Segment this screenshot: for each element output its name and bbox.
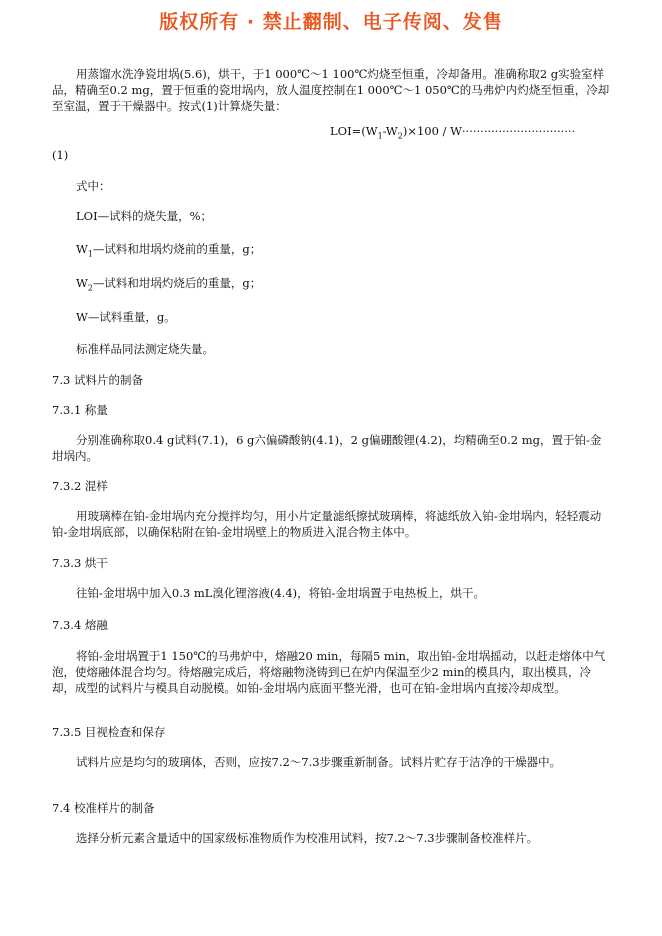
heading-7-3-3: 7.3.3 烘干: [52, 556, 108, 570]
heading-7-3: 7.3 试料片的制备: [52, 373, 143, 387]
loi-formula: $LOI=(W_1-W_2)\times 100 / W\cdot\cdot\cdot\cdot\cdot\cdot\cdot\cdot\cdot\cdot\cdot\cdot\cdot\cdot\cdot\cdot\cdot\cdot\cdot\cdot\cdot\cdot\cdot\cdot\cdot\cdot\cdot\cdot\cdot\cdot\cdot$: [330, 124, 576, 141]
paragraph-7-3-4: 将铂-金坩埚置于1 150℃的马弗炉中，熔融20 min，每隔5 min，取出铂-金坩埚摇动，以赶走熔体中气泡，使熔融体混合均匀。待熔融完成后，将熔融物浇铸到已在炉内保温至少2 min的模具内，取出模具，冷却，成型的试料片与模具自动脱模。如铂-金坩埚内底面平整光滑，也可在铂-金坩埚内直接冷却成型。: [52, 649, 606, 695]
heading-7-3-1: 7.3.1 称量: [52, 403, 108, 417]
paragraph-7-3-1: 分别准确称取0.4 g试料(7.1)，6 g六偏磷酸钠(4.1)，2 g偏硼酸锂(4.2)，均精确至0.2 mg，置于铂-金坩埚内。: [52, 433, 602, 463]
def-w2: $W_2—$试料和坩埚灼烧后的重量，g；: [76, 276, 262, 293]
formula-number: (1): [52, 148, 69, 162]
heading-7-3-4: 7.3.4 熔融: [52, 618, 108, 632]
def-loi: LOI—试料的烧失量，%；: [76, 209, 213, 223]
intro-paragraph: 用蒸馏水洗净瓷坩埚(5.6)，烘干，于1 000℃～1 100℃灼烧至恒重，冷却备用。准确称取2 g实验室样品，精确至0.2 mg，置于恒重的瓷坩埚内，放人温度控制在1 000℃～1 050℃的马弗炉内灼烧至恒重，冷却至室温，置于干燥器中。按式(1)计算烧失量：: [52, 67, 610, 113]
heading-7-3-2: 7.3.2 混样: [52, 479, 108, 493]
def-w1: $W_1—$试料和坩埚灼烧前的重量，g；: [76, 242, 262, 259]
standard-note: 标准样品同法测定烧失量。: [76, 342, 214, 356]
paragraph-7-3-2: 用玻璃棒在铂-金坩埚内充分搅拌均匀，用小片定量滤纸擦拭玻璃棒，将滤纸放入铂-金坩埚内，轻轻震动铂-金坩埚底部，以确保粘附在铂-金坩埚壁上的物质进入混合物主体中。: [52, 509, 602, 539]
def-w: W—试料重量，g。: [76, 310, 176, 324]
copyright-banner: 版权所有 · 禁止翻制、电子传阅、发售: [159, 11, 503, 33]
paragraph-7-4: 选择分析元素含量适中的国家级标准物质作为校准用试料，按7.2～7.3步骤制备校准样片。: [76, 831, 539, 845]
paragraph-7-3-5: 试料片应是均匀的玻璃体，否则，应按7.2～7.3步骤重新制备。试料片贮存于洁净的干燥器中。: [76, 755, 562, 769]
paragraph-7-3-3: 往铂-金坩埚中加入0.3 mL溴化锂溶液(4.4)，将铂-金坩埚置于电热板上，烘干。: [76, 586, 486, 600]
heading-7-3-5: 7.3.5 目视检查和保存: [52, 725, 166, 739]
heading-7-4: 7.4 校准样片的制备: [52, 801, 155, 815]
where-label: 式中：: [76, 179, 111, 193]
